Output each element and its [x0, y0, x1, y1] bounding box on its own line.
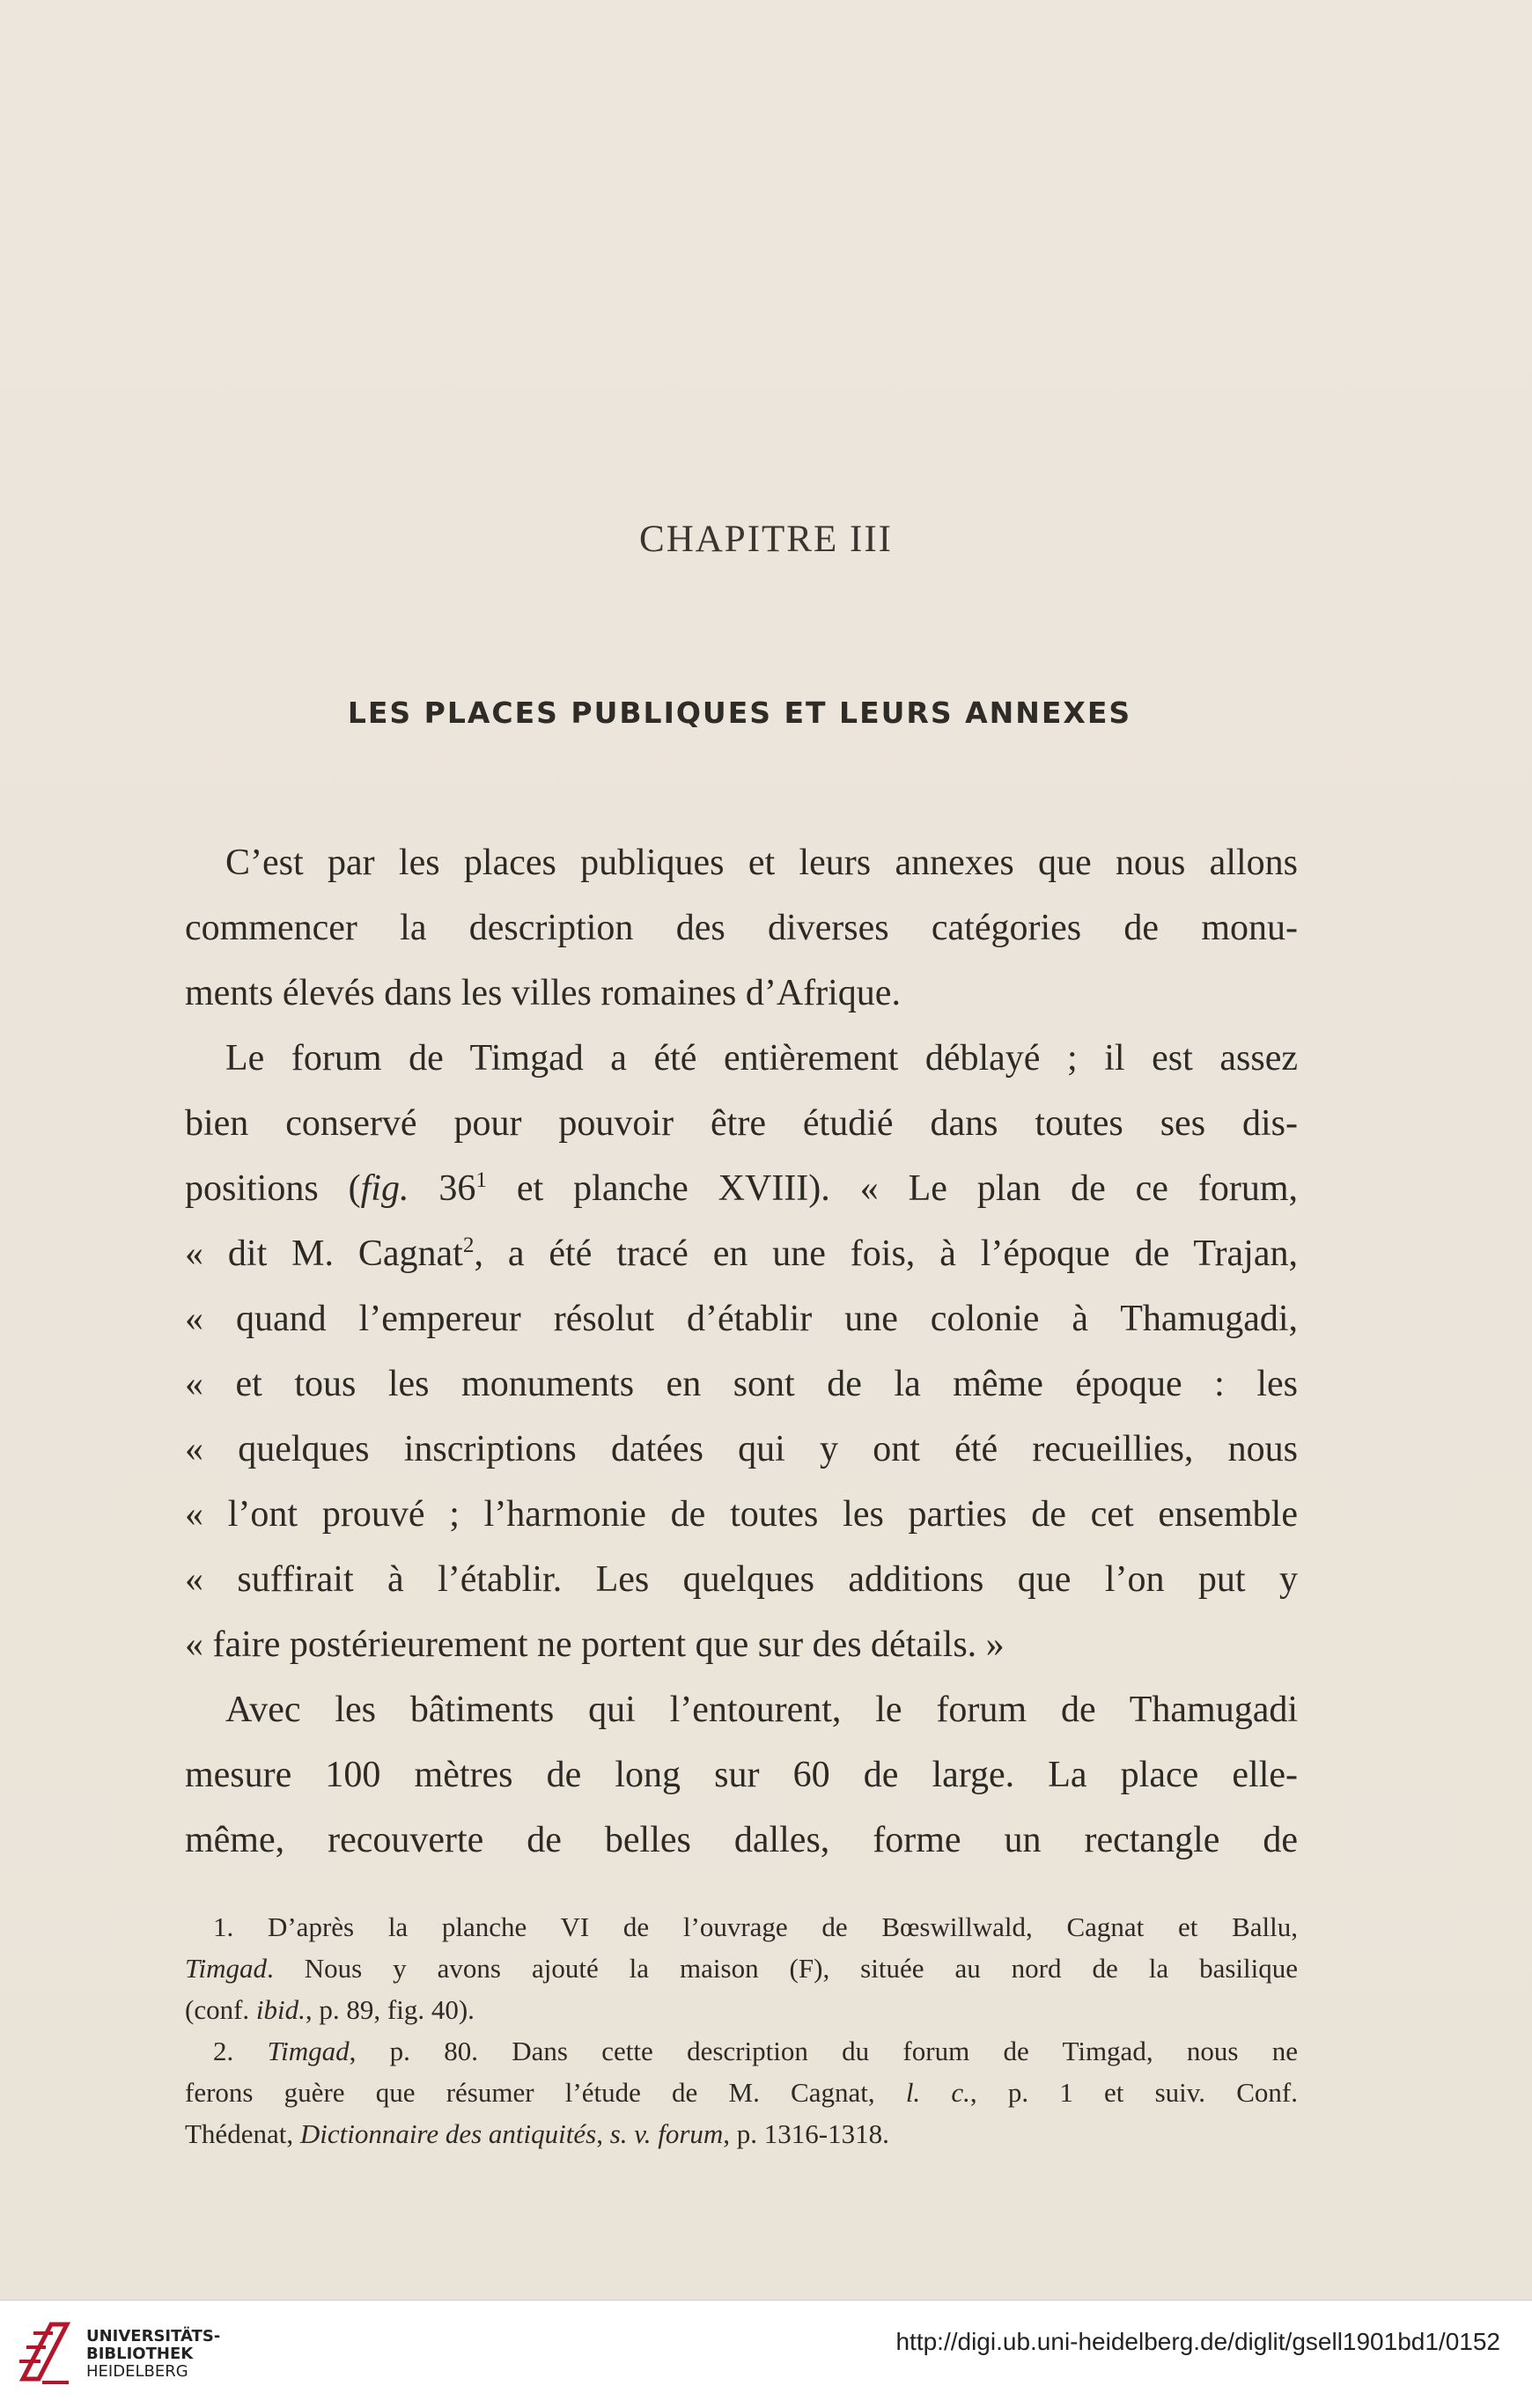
paragraph-1-line: C’est par les places publiques et leurs annexes que nous allons: [225, 843, 1298, 883]
paragraph-2-line: « quand l’empereur résolut d’établir une colonie à Thamugadi,: [185, 1299, 1298, 1339]
text-run: positions (: [185, 1168, 361, 1209]
footnote-2-line: [185, 2030, 1298, 2072]
text-run: ,: [596, 2118, 610, 2149]
body-text: [185, 830, 1298, 1873]
footnotes: [185, 1906, 1298, 2154]
text-run: « dit M. Cagnat: [185, 1233, 463, 1274]
footnote-1-line: 1. D’après la planche VI de l’ouvrage de Bœswillwald, Cagnat et Ballu,: [213, 1911, 1298, 1942]
text-run: Thédenat,: [185, 2118, 300, 2149]
paragraph-2-line: Le forum de Timgad a été entièrement déblayé ; il est assez: [225, 1038, 1298, 1079]
library-name-line: BIBLIOTHEK: [86, 2345, 194, 2363]
paragraph-1-line: ments élevés dans les villes romaines d’Afrique.: [185, 973, 901, 1013]
library-name: [86, 2328, 220, 2381]
text-run: 36: [409, 1168, 476, 1209]
work-title: Timgad: [267, 2036, 350, 2066]
ibid-reference: ibid.: [255, 1994, 306, 2025]
library-name-line: HEIDELBERG: [86, 2362, 188, 2381]
text-run: ferons guère que résumer l’étude de M. Cagnat,: [185, 2077, 906, 2108]
footnote-marker: 1: [475, 1168, 487, 1192]
paragraph-3-line: mesure 100 mètres de long sur 60 de large. La place elle-: [185, 1755, 1298, 1795]
paragraph-2-line: [185, 1221, 1298, 1286]
footnote-marker: 2: [462, 1233, 475, 1257]
paragraph-2-line: « faire postérieurement ne portent que sur des détails. »: [185, 1624, 1005, 1665]
text-run: , p. 1 et suiv. Conf.: [969, 2077, 1298, 2108]
paragraph-2-line: « suffirait à l’établir. Les quelques additions que l’on put y: [185, 1559, 1298, 1600]
university-library-logo-icon: [16, 2317, 74, 2388]
library-name-line: UNIVERSITÄTS-: [86, 2327, 221, 2345]
paragraph-2-line: « quelques inscriptions datées qui y ont été recueillies, nous: [185, 1429, 1298, 1469]
figure-reference: fig.: [360, 1168, 409, 1209]
work-title: Timgad: [185, 1953, 268, 1984]
text-run: , a été tracé en une fois, à l’époque de Trajan,: [474, 1233, 1298, 1274]
text-run: , p. 1316-1318.: [723, 2118, 889, 2149]
chapter-heading: CHAPITRE III: [639, 519, 893, 560]
paragraph-2-line: [185, 1156, 1298, 1221]
paragraph-3-line: Avec les bâtiments qui l’entourent, le forum de Thamugadi: [225, 1690, 1298, 1730]
paragraph-2-line: « l’ont prouvé ; l’harmonie de toutes les parties de cet ensemble: [185, 1494, 1298, 1535]
text-run: . Nous y avons ajouté la maison (F), située au nord de la basilique: [267, 1953, 1298, 1984]
paragraph-2-line: bien conservé pour pouvoir être étudié dans toutes ses dis-: [185, 1103, 1298, 1144]
sub-verbo-reference: s. v. forum: [609, 2118, 724, 2149]
paragraph-3-line: même, recouverte de belles dalles, forme un rectangle de: [185, 1820, 1298, 1860]
text-run: et planche XVIII). « Le plan de ce forum,: [486, 1168, 1299, 1209]
paragraph-1-line: commencer la description des diverses catégories de monu-: [185, 908, 1298, 948]
paragraph-2-line: « et tous les monuments en sont de la même époque : les: [185, 1364, 1298, 1404]
footnote-2-line: [185, 2072, 1298, 2113]
text-run: 2.: [213, 2036, 268, 2066]
text-run: , p. 89, fig. 40).: [305, 1994, 475, 2025]
text-run: , p. 80. Dans cette description du forum de Timgad, nous ne: [349, 2036, 1299, 2066]
footnote-2-line: [185, 2113, 1298, 2154]
footnote-1-line: [185, 1989, 1298, 2030]
footnote-1-line: [185, 1948, 1298, 1989]
work-title: Dictionnaire des antiquités: [299, 2118, 597, 2149]
loc-cit-reference: l. c.: [905, 2077, 970, 2108]
text-run: (conf.: [185, 1994, 256, 2025]
permalink-url[interactable]: http://digi.ub.uni-heidelberg.de/diglit/gsell1901bd1/0152: [895, 2328, 1500, 2355]
section-title: LES PLACES PUBLIQUES ET LEURS ANNEXES: [347, 696, 1132, 730]
